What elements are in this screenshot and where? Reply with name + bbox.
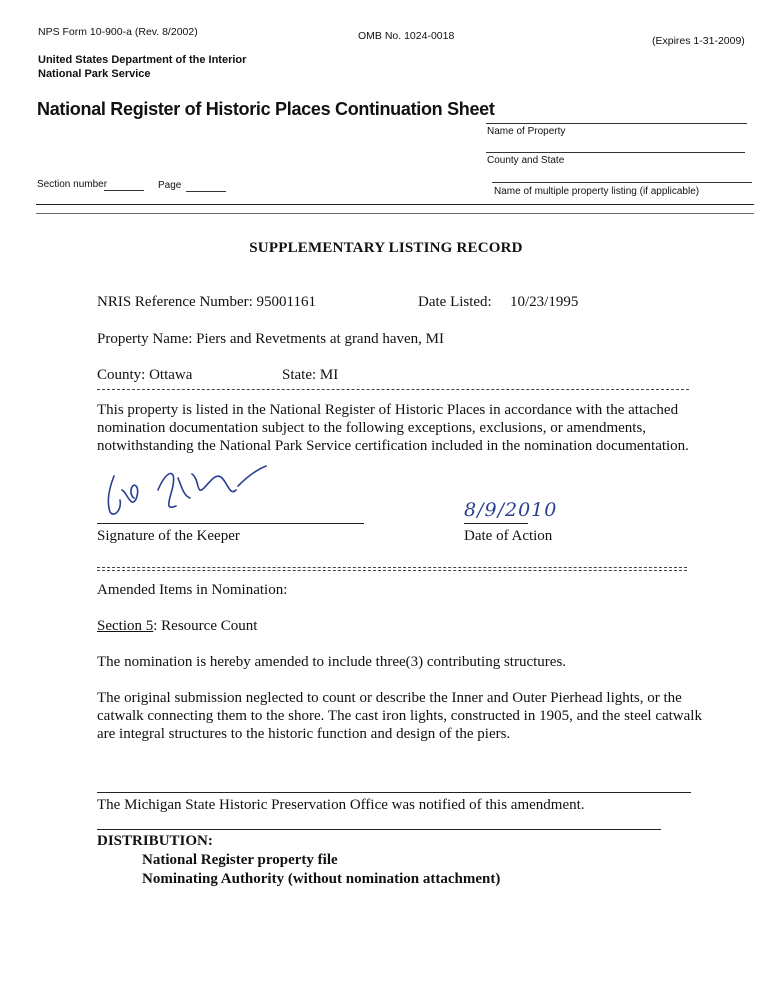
form-title: National Register of Historic Places Continuation Sheet	[37, 99, 495, 119]
distribution-heading: DISTRIBUTION:	[97, 833, 213, 849]
section-line	[97, 617, 257, 635]
county-line	[97, 366, 192, 384]
distribution-item: Nominating Authority (without nomination attachment)	[142, 871, 501, 887]
listing-statement: This property is listed in the National Register of Historic Places in accordance with the attached nomination documentation subject to the following exceptions, exclusions, or amendments, notwithstanding the National Park Service certification included in the nomination documentation.	[97, 402, 689, 454]
name-of-property-label: Name of Property	[487, 126, 566, 137]
section-label: Section 5	[97, 618, 154, 634]
form-number: NPS Form 10-900-a (Rev. 8/2002)	[38, 26, 198, 38]
multiple-listing-line	[492, 182, 752, 183]
section-text: : Resource Count	[153, 618, 258, 634]
state-line	[282, 366, 338, 384]
dashed-separator	[97, 389, 689, 390]
expiration-date: (Expires 1-31-2009)	[652, 35, 745, 47]
shpo-separator	[97, 792, 691, 793]
signature-label: Signature of the Keeper	[97, 528, 240, 544]
date-of-action-value: 8/9/2010	[464, 499, 558, 521]
distribution-item: National Register property file	[142, 852, 338, 868]
county-label: County:	[97, 367, 146, 383]
amended-items-heading: Amended Items in Nomination:	[97, 582, 288, 598]
property-name-line	[97, 330, 444, 348]
county-state-label: County and State	[487, 155, 565, 166]
nris-line	[97, 293, 316, 311]
date-of-action-line	[464, 523, 528, 524]
amendment-paragraph-1: The nomination is hereby amended to include three(3) contributing structures.	[97, 654, 567, 670]
department-name: United States Department of the Interior	[38, 54, 247, 66]
date-listed-value: 10/23/1995	[510, 294, 579, 310]
keeper-signature	[96, 460, 276, 524]
header-divider-lower	[36, 213, 754, 214]
record-heading: SUPPLEMENTARY LISTING RECORD	[249, 240, 523, 256]
county-state-line	[486, 152, 745, 153]
shpo-notification: The Michigan State Historic Preservation Office was notified of this amendment.	[97, 797, 585, 813]
omb-number: OMB No. 1024-0018	[358, 30, 455, 42]
distribution-separator	[97, 829, 661, 830]
state-value: MI	[319, 367, 339, 383]
amendment-paragraph-2: The original submission neglected to count or describe the Inner and Outer Pierhead lights, or the catwalk connecting them to the shore. The cast iron lights, constructed in 1905, and the steel catwalk are integral structures to the historic function and design of the piers.	[97, 690, 702, 742]
page-label: Page	[158, 180, 182, 191]
county-value: Ottawa	[149, 367, 193, 383]
section-number-label: Section number	[37, 179, 108, 190]
double-dashed-separator	[97, 567, 687, 571]
header-divider	[36, 204, 754, 205]
property-name-value: Piers and Revetments at grand haven, MI	[196, 331, 444, 347]
nris-value: 95001161	[256, 294, 316, 310]
date-listed-label: Date Listed:	[418, 294, 492, 310]
section-number-blank	[104, 190, 144, 191]
nris-label: NRIS Reference Number:	[97, 294, 253, 310]
signature-line	[97, 523, 364, 524]
property-name-label: Property Name:	[97, 331, 193, 347]
state-label: State:	[282, 367, 317, 383]
date-of-action-label: Date of Action	[464, 528, 553, 544]
name-of-property-line	[486, 123, 747, 124]
service-name: National Park Service	[38, 68, 151, 80]
page-blank	[186, 191, 226, 192]
multiple-listing-label: Name of multiple property listing (if applicable)	[494, 186, 700, 197]
